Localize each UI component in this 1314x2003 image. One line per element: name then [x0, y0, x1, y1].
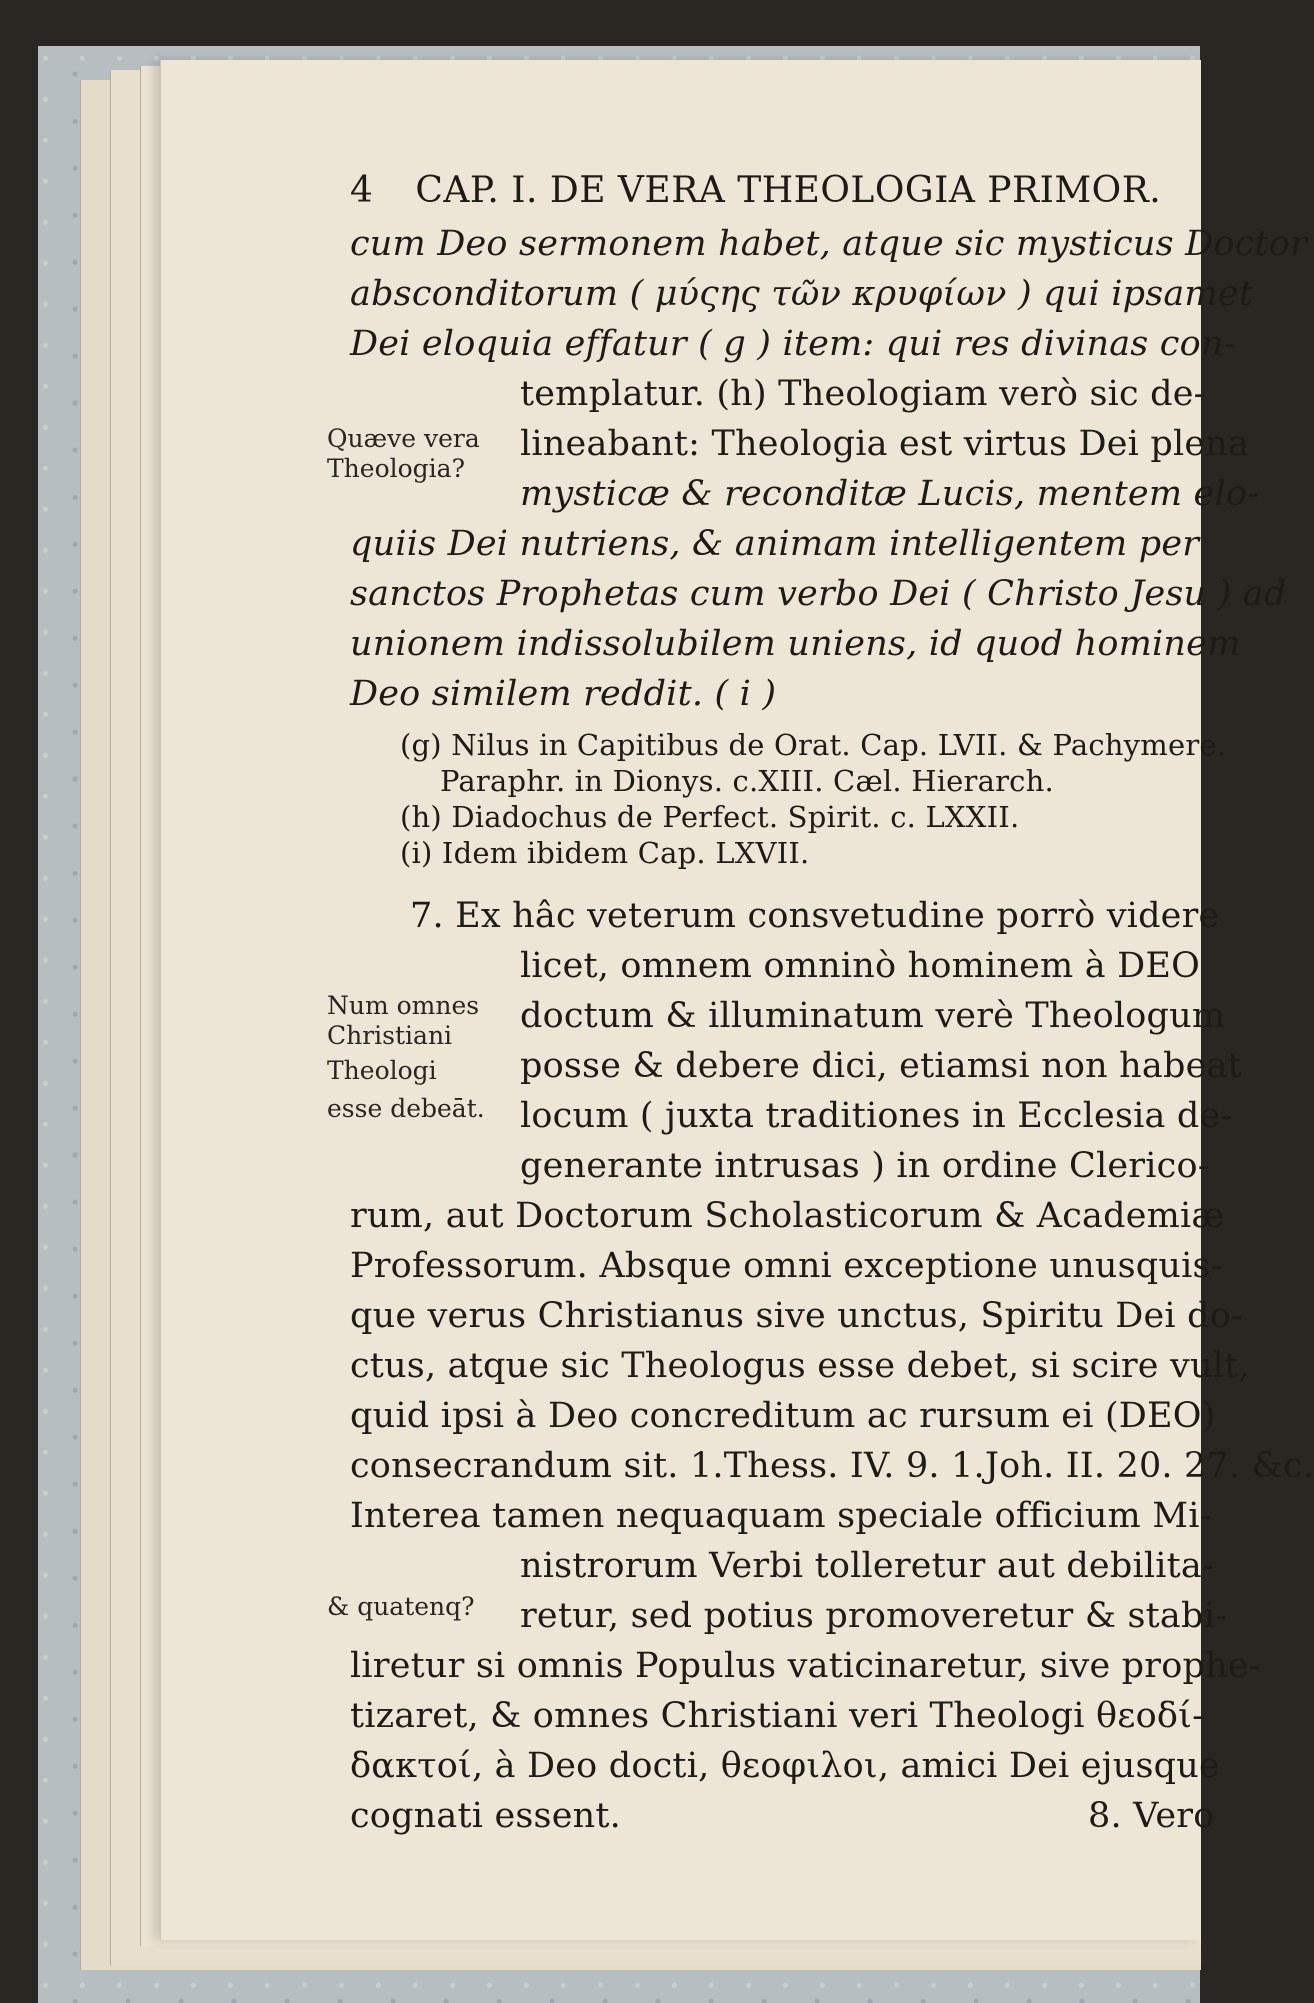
text-line: quid ipsi à Deo concreditum ac rursum ei (DEO) — [350, 1396, 1216, 1436]
footnote: (h) Diadochus de Perfect. Spirit. c. LXXII. — [400, 800, 1020, 834]
text-line: cum Deo sermonem habet, atque sic mysticus Doctor — [350, 224, 1307, 264]
margin-note: Theologi — [327, 1056, 437, 1085]
text-line: absconditorum ( μύςης τῶν κρυφίων ) qui ipsamet — [350, 274, 1253, 314]
text-line: templatur. (h) Theologiam verò sic de- — [520, 374, 1206, 414]
text-line: generante intrusas ) in ordine Clerico- — [520, 1146, 1210, 1186]
text-line: posse & debere dici, etiamsi non habeat — [520, 1046, 1242, 1086]
text-line: Interea tamen nequaquam speciale officium Mi- — [350, 1496, 1212, 1536]
text-line: licet, omnem omninò hominem à DEO — [520, 946, 1201, 986]
text-line: ctus, atque sic Theologus esse debet, si scire vult, — [350, 1346, 1250, 1386]
footnote: Paraphr. in Dionys. c.XIII. Cæl. Hierarch. — [440, 764, 1054, 798]
footnote: (g) Nilus in Capitibus de Orat. Cap. LVII. & Pachymere. — [400, 728, 1227, 762]
text-line: unionem indissolubilem uniens, id quod hominem — [350, 624, 1241, 664]
text-line: Dei eloquia effatur ( g ) item: qui res divinas con- — [350, 324, 1236, 364]
text-line: quiis Dei nutriens, & animam intelligentem per — [350, 524, 1200, 564]
page-number: 4 — [350, 170, 374, 211]
text-line: cognati essent. — [350, 1796, 621, 1836]
footnote: (i) Idem ibidem Cap. LXVII. — [400, 836, 810, 870]
text-line: sanctos Prophetas cum verbo Dei ( Christo Jesu ) ad — [350, 574, 1287, 614]
margin-note: Theologia? — [327, 454, 465, 483]
text-line: liretur si omnis Populus vaticinaretur, sive prophe- — [350, 1646, 1261, 1686]
text-line: lineabant: Theologia est virtus Dei plena — [520, 424, 1250, 464]
running-header — [350, 170, 1161, 211]
text-line: tizaret, & omnes Christiani veri Theologi θεοδί- — [350, 1696, 1205, 1736]
text-line: 7. Ex hâc veterum consvetudine porrò videre — [410, 896, 1220, 936]
margin-note: esse debeāt. — [327, 1094, 485, 1123]
text-line: mysticæ & reconditæ Lucis, mentem elo- — [520, 474, 1260, 514]
margin-note: Quæve vera — [327, 424, 480, 453]
text-line: δακτοί, à Deo docti, θεοφιλοι, amici Dei ejusque — [350, 1746, 1220, 1786]
margin-note: & quatenq? — [327, 1592, 475, 1621]
margin-note: Christiani — [327, 1021, 453, 1050]
catchword: 8. Vero — [1088, 1796, 1215, 1836]
text-line: que verus Christianus sive unctus, Spiritu Dei do- — [350, 1296, 1244, 1336]
text-line: consecrandum sit. 1.Thess. IV. 9. 1.Joh. II. 20. 27. &c. — [350, 1446, 1314, 1486]
margin-note: Num omnes — [327, 991, 480, 1020]
running-title: CAP. I. DE VERA THEOLOGIA PRIMOR. — [415, 170, 1162, 211]
text-line: Deo similem reddit. ( i ) — [350, 674, 777, 714]
text-line: Professorum. Absque omni exceptione unusquis- — [350, 1246, 1223, 1286]
text-line: locum ( juxta traditiones in Ecclesia de- — [520, 1096, 1233, 1136]
text-line: rum, aut Doctorum Scholasticorum & Academiæ — [350, 1196, 1225, 1236]
text-line: doctum & illuminatum verè Theologum — [520, 996, 1226, 1036]
text-line: retur, sed potius promoveretur & stabi- — [520, 1596, 1228, 1636]
text-line: nistrorum Verbi tolleretur aut debilita- — [520, 1546, 1214, 1586]
